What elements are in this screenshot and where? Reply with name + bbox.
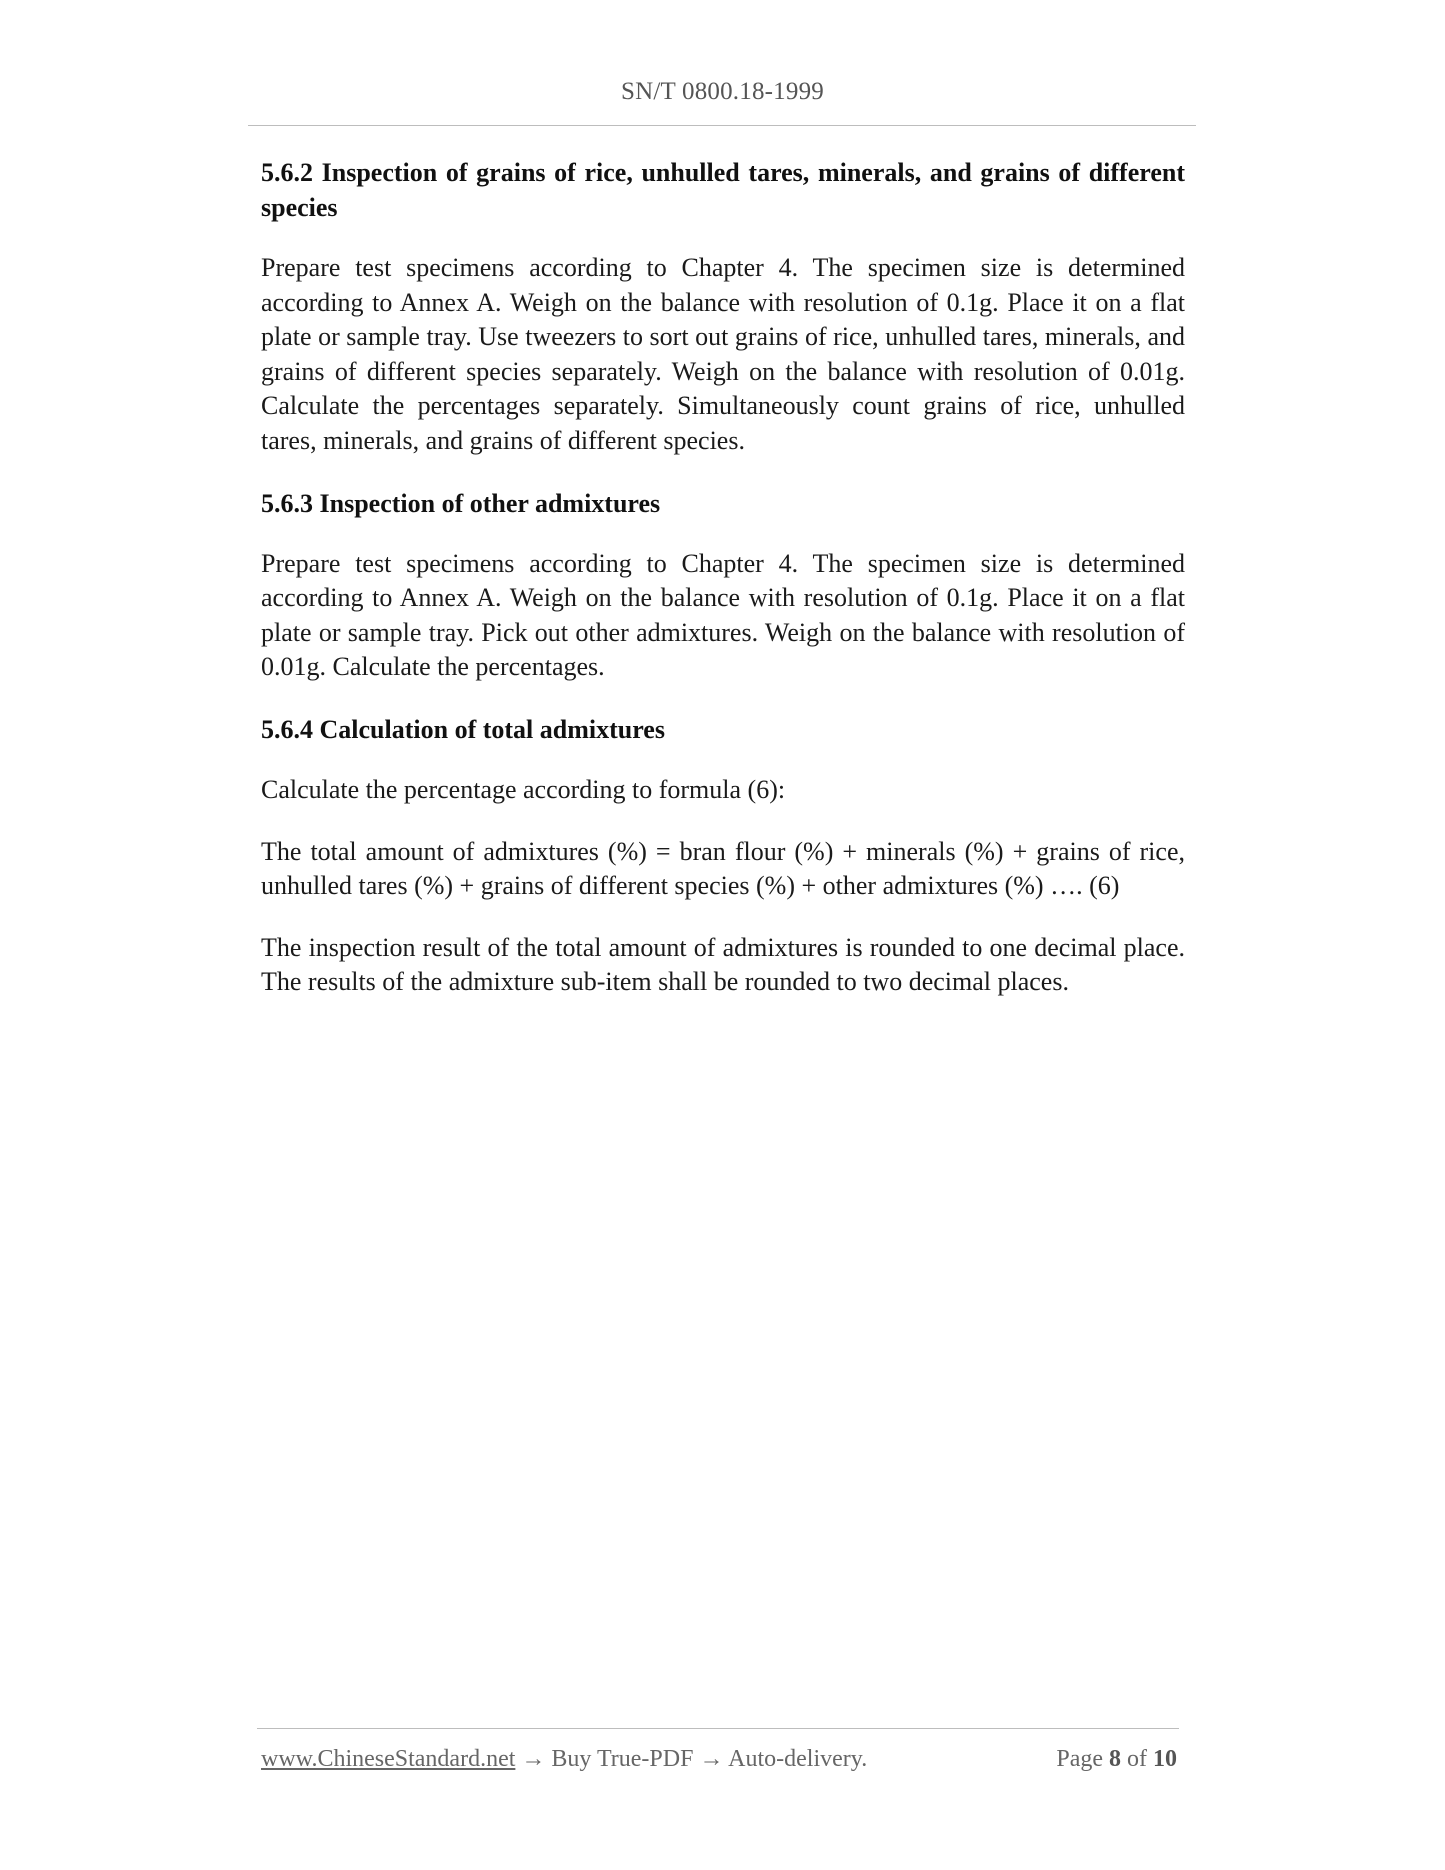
paragraph: Calculate the percentage according to formula (6): <box>261 774 786 804</box>
document-body <box>261 155 1185 1027</box>
header-divider <box>248 125 1196 126</box>
section-heading: 5.6.4 Calculation of total admixtures <box>261 714 665 744</box>
website-link[interactable]: www.ChineseStandard.net <box>261 1746 516 1772</box>
paragraph: Prepare test specimens according to Chapter 4. The specimen size is determined according to Annex A. Weigh on the balance with resolution of 0.1g. Place it on a flat plate or sample tray. Use tweezers to sort out grains of rice, unhulled tares, minerals, and grains of different species separately. Weigh on the balance with resolution of 0.01g. Calculate the percentages separately. Simultaneously count grains of rice, unhulled tares, minerals, and grains of different species. <box>261 253 1185 455</box>
paragraph: The inspection result of the total amount of admixtures is rounded to one decimal place. The results of the admixture sub-item shall be rounded to two decimal places. <box>261 932 1185 997</box>
section-5-6-4 <box>261 712 1185 1000</box>
page-footer <box>261 1746 1177 1773</box>
page-number <box>1056 1746 1177 1773</box>
section-heading: 5.6.3 Inspection of other admixtures <box>261 488 661 518</box>
section-5-6-2 <box>261 155 1185 459</box>
footer-promo <box>261 1746 867 1773</box>
section-heading: 5.6.2 Inspection of grains of rice, unhulled tares, minerals, and grains of different species <box>261 158 1185 222</box>
formula-paragraph: The total amount of admixtures (%) = bran flour (%) + minerals (%) + grains of rice, unhulled tares (%) + grains of different species (%) + other admixtures (%) …. (6) <box>261 836 1185 901</box>
footer-divider <box>257 1728 1179 1729</box>
arrow-right-icon: → <box>699 1746 724 1772</box>
paragraph: Prepare test specimens according to Chapter 4. The specimen size is determined according to Annex A. Weigh on the balance with resolution of 0.1g. Place it on a flat plate or sample tray. Pick out other admixtures. Weigh on the balance with resolution of 0.01g. Calculate the percentages. <box>261 548 1185 682</box>
delivery-text: Auto-delivery. <box>728 1746 868 1772</box>
document-code: SN/T 0800.18-1999 <box>621 78 824 105</box>
buy-text: Buy True-PDF <box>551 1746 694 1772</box>
page-label: Page <box>1056 1746 1103 1772</box>
arrow-right-icon: → <box>521 1746 546 1772</box>
page-total: 10 <box>1153 1746 1177 1772</box>
page-current: 8 <box>1109 1746 1121 1772</box>
section-5-6-3 <box>261 486 1185 685</box>
page-of: of <box>1127 1746 1147 1772</box>
